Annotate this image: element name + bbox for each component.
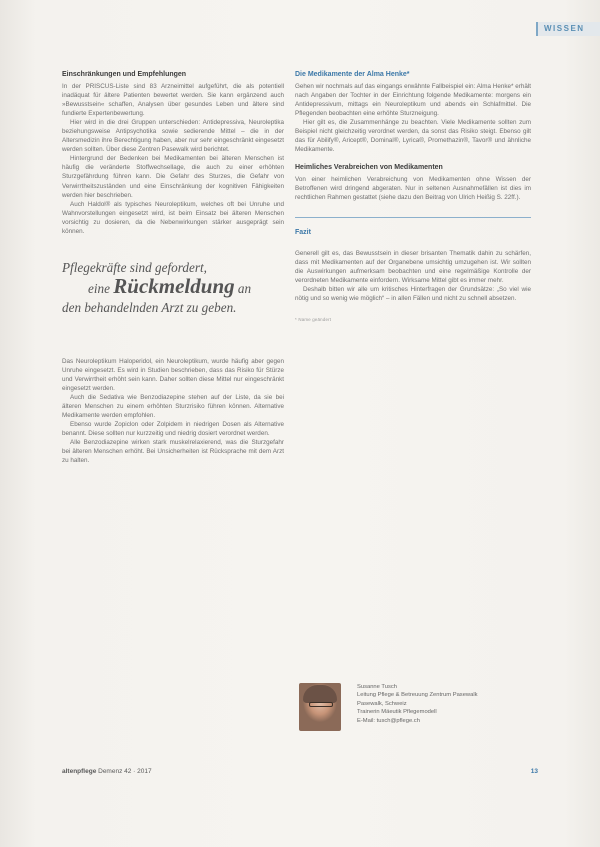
paragraph: Von einer heimlichen Verabreichung von Medikamenten ohne Wissen der Betroffenen wird dringend abgeraten. Nur in seltenen Ausnahmefällen ist dies im rechtlichen Rahmen gestattet (siehe dazu den Beitrag von Ulrich Heißig S. 22ff.). bbox=[295, 176, 531, 202]
paragraph: Hintergrund der Bedenken bei Medikamenten bei älteren Menschen ist häufig die veränderte Stoffwechsellage, die auch zu einer erhöhten Sturzgefährdung führen kann. Die Gefahr des Sturzes, die Gefahr von Verwirrtheitszuständen und eine Einschränkung der kognitiven Fähigkeiten werden hier beschrieben. bbox=[62, 155, 284, 199]
page-number: 13 bbox=[530, 768, 538, 775]
author-photo bbox=[299, 683, 341, 731]
paragraph: Ebenso wurde Zopiclon oder Zolpidem in niedrigen Dosen als Alternative benannt. Diese sollten nur kurzzeitig und niedrig dosiert verordnet werden. bbox=[62, 421, 284, 438]
author-info bbox=[357, 683, 527, 725]
paragraph: Alle Benzodiazepine wirken stark muskelrelaxierend, was die Sturzgefahr bei älteren Menschen erhöht. Bei Unsicherheiten ist Rücksprache mit dem Arzt zu halten. bbox=[62, 439, 284, 465]
quote-line-1: Pflegekräfte sind gefordert, bbox=[62, 259, 207, 275]
page-footer bbox=[62, 768, 540, 778]
footer-issue: Demenz 42 · 2017 bbox=[98, 768, 152, 775]
paragraph: Gehen wir nochmals auf das eingangs erwähnte Fallbeispiel ein: Alma Henke* erhält nach Angaben der Tochter in der Einrichtung folgende Medikamente: morgens ein Antidepressivum, mittags ein Neuroleptikum und abends ein Schlafmittel. Die Pflegenden beobachten eine erhöhte Sturzneigung. bbox=[295, 83, 531, 118]
paragraph: Auch Haldol® als typisches Neuroleptikum, welches oft bei Unruhe und Wahnvorstellungen eingesetzt wird, ist beim Einsatz bei älteren Menschen vorsichtig zu dosieren, da die Nebenwirkungen stärker ausgeprägt sein können. bbox=[62, 200, 284, 235]
paragraph: Auch die Sedativa wie Benzodiazepine stehen auf der Liste, da sie bei älteren Menschen zu einem erhöhten Sturzrisiko führen können. Alternative Medikamente werden empfohlen. bbox=[62, 393, 284, 420]
author-role: Leitung Pflege & Betreuung Zentrum Pasewalk bbox=[357, 692, 478, 699]
heading-secret-administration: Heimliches Verabreichen von Medikamenten bbox=[295, 164, 443, 172]
paragraph: Hier wird in die drei Gruppen unterschieden: Antidepressiva, Neuroleptika beziehungsweise Antipsychotika sowie sedierende Mittel – die in der Altersmedizin ihre Berechtigung haben, aber nur sehr eingeschränkt eingesetzt werden sollten. Über diese Zentren Pasewalk wird berichtet. bbox=[62, 119, 284, 154]
heading-restrictions: Einschränkungen und Empfehlungen bbox=[62, 71, 187, 78]
paragraph: Deshalb bitten wir alle um kritisches Hinterfragen der Grundsätze: „So viel wie nötig und so wenig wie möglich“ – in allen Fällen und nicht zu schnell absetzen. bbox=[295, 285, 531, 302]
pull-quote bbox=[62, 258, 284, 317]
heading-medications: Die Medikamente der Alma Henke* bbox=[295, 71, 410, 78]
author-email[interactable]: E-Mail: tusch@pflege.ch bbox=[357, 717, 420, 724]
quote-text: eine bbox=[88, 280, 114, 296]
heading-conclusion: Fazit bbox=[295, 228, 311, 236]
quote-text: an bbox=[234, 280, 252, 296]
quote-line-3: den behandelnden Arzt zu geben. bbox=[62, 299, 237, 315]
paragraph: In der PRISCUS-Liste sind 83 Arzneimittel aufgeführt, die als potentiell inadäquat für ältere Patienten bewertet werden. Sie kann ergänzend auch »Bewusstsein« schaffen, Analysen über gesundes Leben und ältere sind fundierte Expertenbewertung. bbox=[62, 83, 284, 118]
author-box bbox=[295, 677, 531, 741]
paragraph: Generell gilt es, das Bewusstsein in dieser brisanten Thematik dahin zu schärfen, dass mit Medikamenten auf der Organebene umsichtig umzugehen ist. Wir sollten die Auswirkungen aufmerksam beobachten und eine regelmäßige Kontrolle der verordneten Medikamente einfordern. Wirksame Mittel gibt es immer mehr. bbox=[295, 249, 531, 284]
author-name: Susanne Tusch bbox=[357, 684, 397, 690]
footer-brand: altenpflege bbox=[62, 768, 97, 775]
left-column bbox=[62, 70, 284, 465]
footnote: * Name geändert bbox=[295, 316, 332, 322]
paragraph: Hier gilt es, die Zusammenhänge zu beachten. Viele Medikamente sollten zum Beispiel nicht gleichzeitig verordnet werden, da sonst das Risiko steigt. Ebenso gilt das für Abilify®, Aricept®, Dominal®, Lyrica®, Promethazin®, Tavor® und ähnliche Medikamente. bbox=[295, 119, 531, 154]
quote-line-2 bbox=[62, 273, 284, 298]
paragraph: Das Neuroleptikum Haloperidol, ein Neuroleptikum, wurde häufig aber gegen Unruhe eingesetzt. Es wird in Studien beschrieben, dass das Risiko für Stürze und Verwirrtheit erhöht sein kann. Daher sollten diese Mittel nur eingeschränkt eingesetzt werden. bbox=[62, 357, 284, 392]
quote-emphasis: Rückmeldung bbox=[113, 273, 235, 298]
author-extra: Trainerin Mäeutik Pflegemodell bbox=[357, 709, 437, 716]
right-column bbox=[295, 70, 531, 324]
author-place: Pasewalk, Schweiz bbox=[357, 700, 407, 707]
divider bbox=[295, 217, 531, 218]
section-label: WISSEN bbox=[544, 24, 585, 33]
section-tag bbox=[536, 22, 600, 36]
